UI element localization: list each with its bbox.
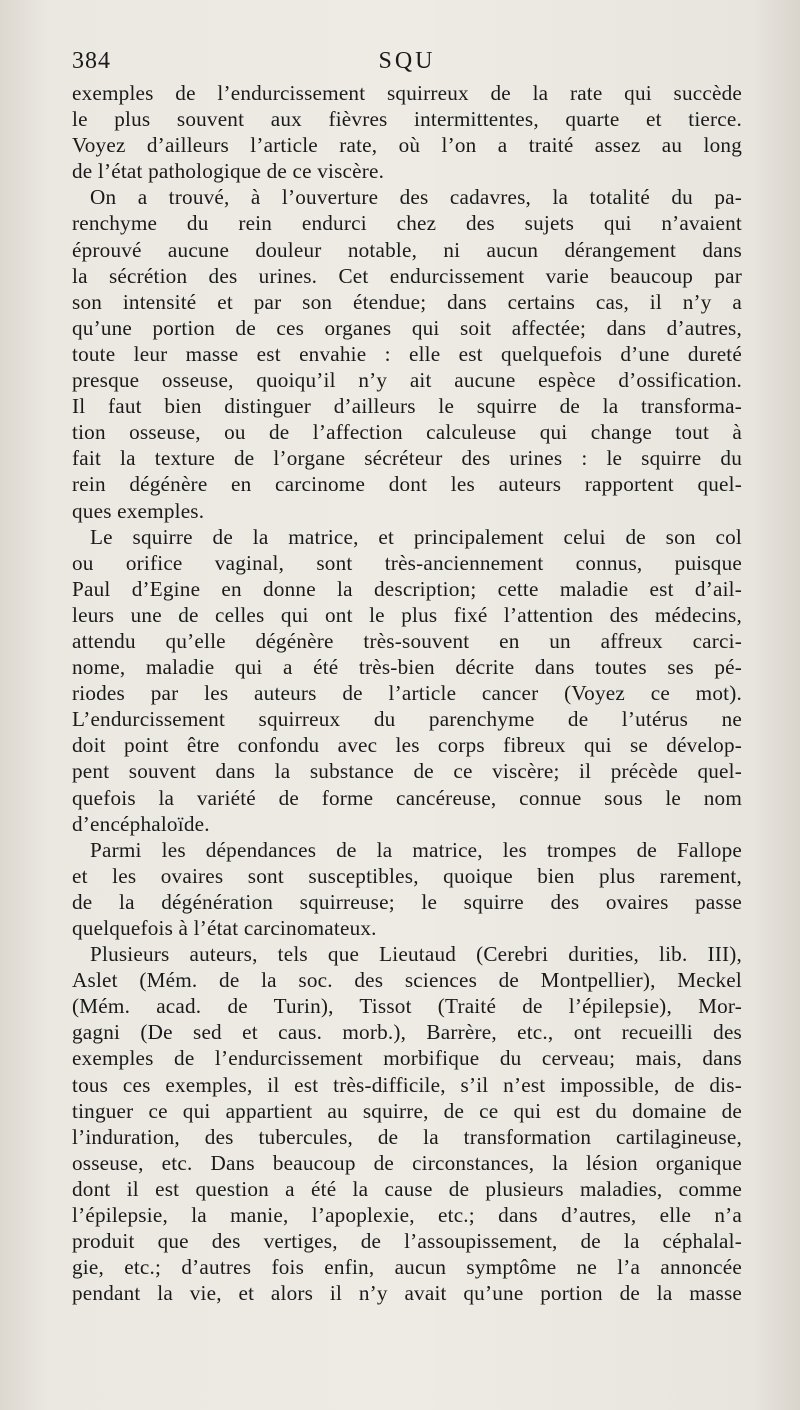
text-line: Il faut bien distinguer d’ailleurs le squirre de la transforma- <box>72 394 742 419</box>
text-line: pent souvent dans la substance de ce viscère; il précède quel- <box>72 759 742 784</box>
text-line: Plusieurs auteurs, tels que Lieutaud (Cerebri durities, lib. III), <box>90 942 742 967</box>
text-line: attendu qu’elle dégénère très-souvent en un affreux carci- <box>72 628 742 653</box>
text-line: de l’état pathologique de ce viscère. <box>72 159 385 184</box>
text-line: riodes par les auteurs de l’article cancer (Voyez ce mot). <box>72 681 742 706</box>
text-line: Le squirre de la matrice, et principalement celui de son col <box>90 524 742 549</box>
text-line: Aslet (Mém. de la soc. des sciences de Montpellier), Meckel <box>72 968 742 993</box>
text-line: doit point être confondu avec les corps fibreux qui se dévelop- <box>72 733 742 758</box>
text-line: exemples de l’endurcissement morbifique du cerveau; mais, dans <box>72 1046 742 1071</box>
text-line: tion osseuse, ou de l’affection calculeuse qui change tout à <box>72 420 742 445</box>
text-line: et les ovaires sont susceptibles, quoique bien plus rarement, <box>72 863 742 888</box>
text-line: dont il est question a été la cause de plusieurs maladies, comme <box>72 1176 742 1201</box>
text-line: la sécrétion des urines. Cet endurcissement varie beaucoup par <box>72 263 742 288</box>
text-line: ou orifice vaginal, sont très-anciennement connus, puisque <box>72 550 742 575</box>
text-line: presque osseuse, quoiqu’il n’y ait aucune espèce d’ossification. <box>72 368 742 393</box>
text-line: Paul d’Egine en donne la description; cette maladie est d’ail- <box>72 576 742 601</box>
text-line: L’endurcissement squirreux du parenchyme de l’utérus ne <box>72 707 742 732</box>
text-line: éprouvé aucune douleur notable, ni aucun dérangement dans <box>72 237 742 262</box>
text-line: On a trouvé, à l’ouverture des cadavres, la totalité du pa- <box>90 185 742 210</box>
text-line: quefois la variété de forme cancéreuse, connue sous le nom <box>72 785 742 810</box>
text-line: tinguer ce qui appartient au squirre, de ce qui est du domaine de <box>72 1098 742 1123</box>
page-header <box>72 44 742 78</box>
body-text <box>72 80 742 1306</box>
text-line: nome, maladie qui a été très-bien décrite dans toutes ses pé- <box>72 655 742 680</box>
text-line: toute leur masse est envahie : elle est quelquefois d’une dureté <box>72 341 742 366</box>
text-line: fait la texture de l’organe sécréteur des urines : le squirre du <box>72 446 742 471</box>
text-line: qu’une portion de ces organes qui soit affectée; dans d’autres, <box>72 315 742 340</box>
text-line: produit que des vertiges, de l’assoupissement, de la céphalal- <box>72 1229 742 1254</box>
text-line: d’encéphaloïde. <box>72 811 210 836</box>
running-head: SQU <box>378 48 436 74</box>
text-line: (Mém. acad. de Turin), Tissot (Traité de l’épilepsie), Mor- <box>72 994 742 1019</box>
text-line: gagni (De sed et caus. morb.), Barrère, etc., ont recueilli des <box>72 1020 742 1045</box>
text-line: exemples de l’endurcissement squirreux de la rate qui succède <box>72 81 742 105</box>
text-line: quelquefois à l’état carcinomateux. <box>72 916 377 940</box>
text-line: Voyez d’ailleurs l’article rate, où l’on a traité assez au long <box>72 133 742 158</box>
text-line: l’induration, des tubercules, de la transformation cartilagineuse, <box>72 1124 742 1149</box>
text-line: de la dégénération squirreuse; le squirre des ovaires passe <box>72 889 742 914</box>
page-number: 384 <box>72 48 111 74</box>
text-line: son intensité et par son étendue; dans certains cas, il n’y a <box>72 289 742 314</box>
text-line: l’épilepsie, la manie, l’apoplexie, etc.; dans d’autres, elle n’a <box>72 1203 742 1228</box>
text-line: Parmi les dépendances de la matrice, les trompes de Fallope <box>90 837 742 862</box>
text-line: renchyme du rein endurci chez des sujets qui n’avaient <box>72 211 742 236</box>
text-line: pendant la vie, et alors il n’y avait qu’une portion de la masse <box>72 1281 742 1306</box>
text-line: le plus souvent aux fièvres intermittentes, quarte et tierce. <box>72 107 742 132</box>
text-line: osseuse, etc. Dans beaucoup de circonstances, la lésion organique <box>72 1150 742 1175</box>
text-line: ques exemples. <box>72 498 205 523</box>
text-line: gie, etc.; d’autres fois enfin, aucun symptôme ne l’a annoncée <box>72 1255 742 1280</box>
text-line: tous ces exemples, il est très-difficile, s’il n’est impossible, de dis- <box>72 1072 742 1097</box>
text-line: rein dégénère en carcinome dont les auteurs rapportent quel- <box>72 472 742 497</box>
text-line: leurs une de celles qui ont le plus fixé l’attention des médecins, <box>72 602 742 627</box>
